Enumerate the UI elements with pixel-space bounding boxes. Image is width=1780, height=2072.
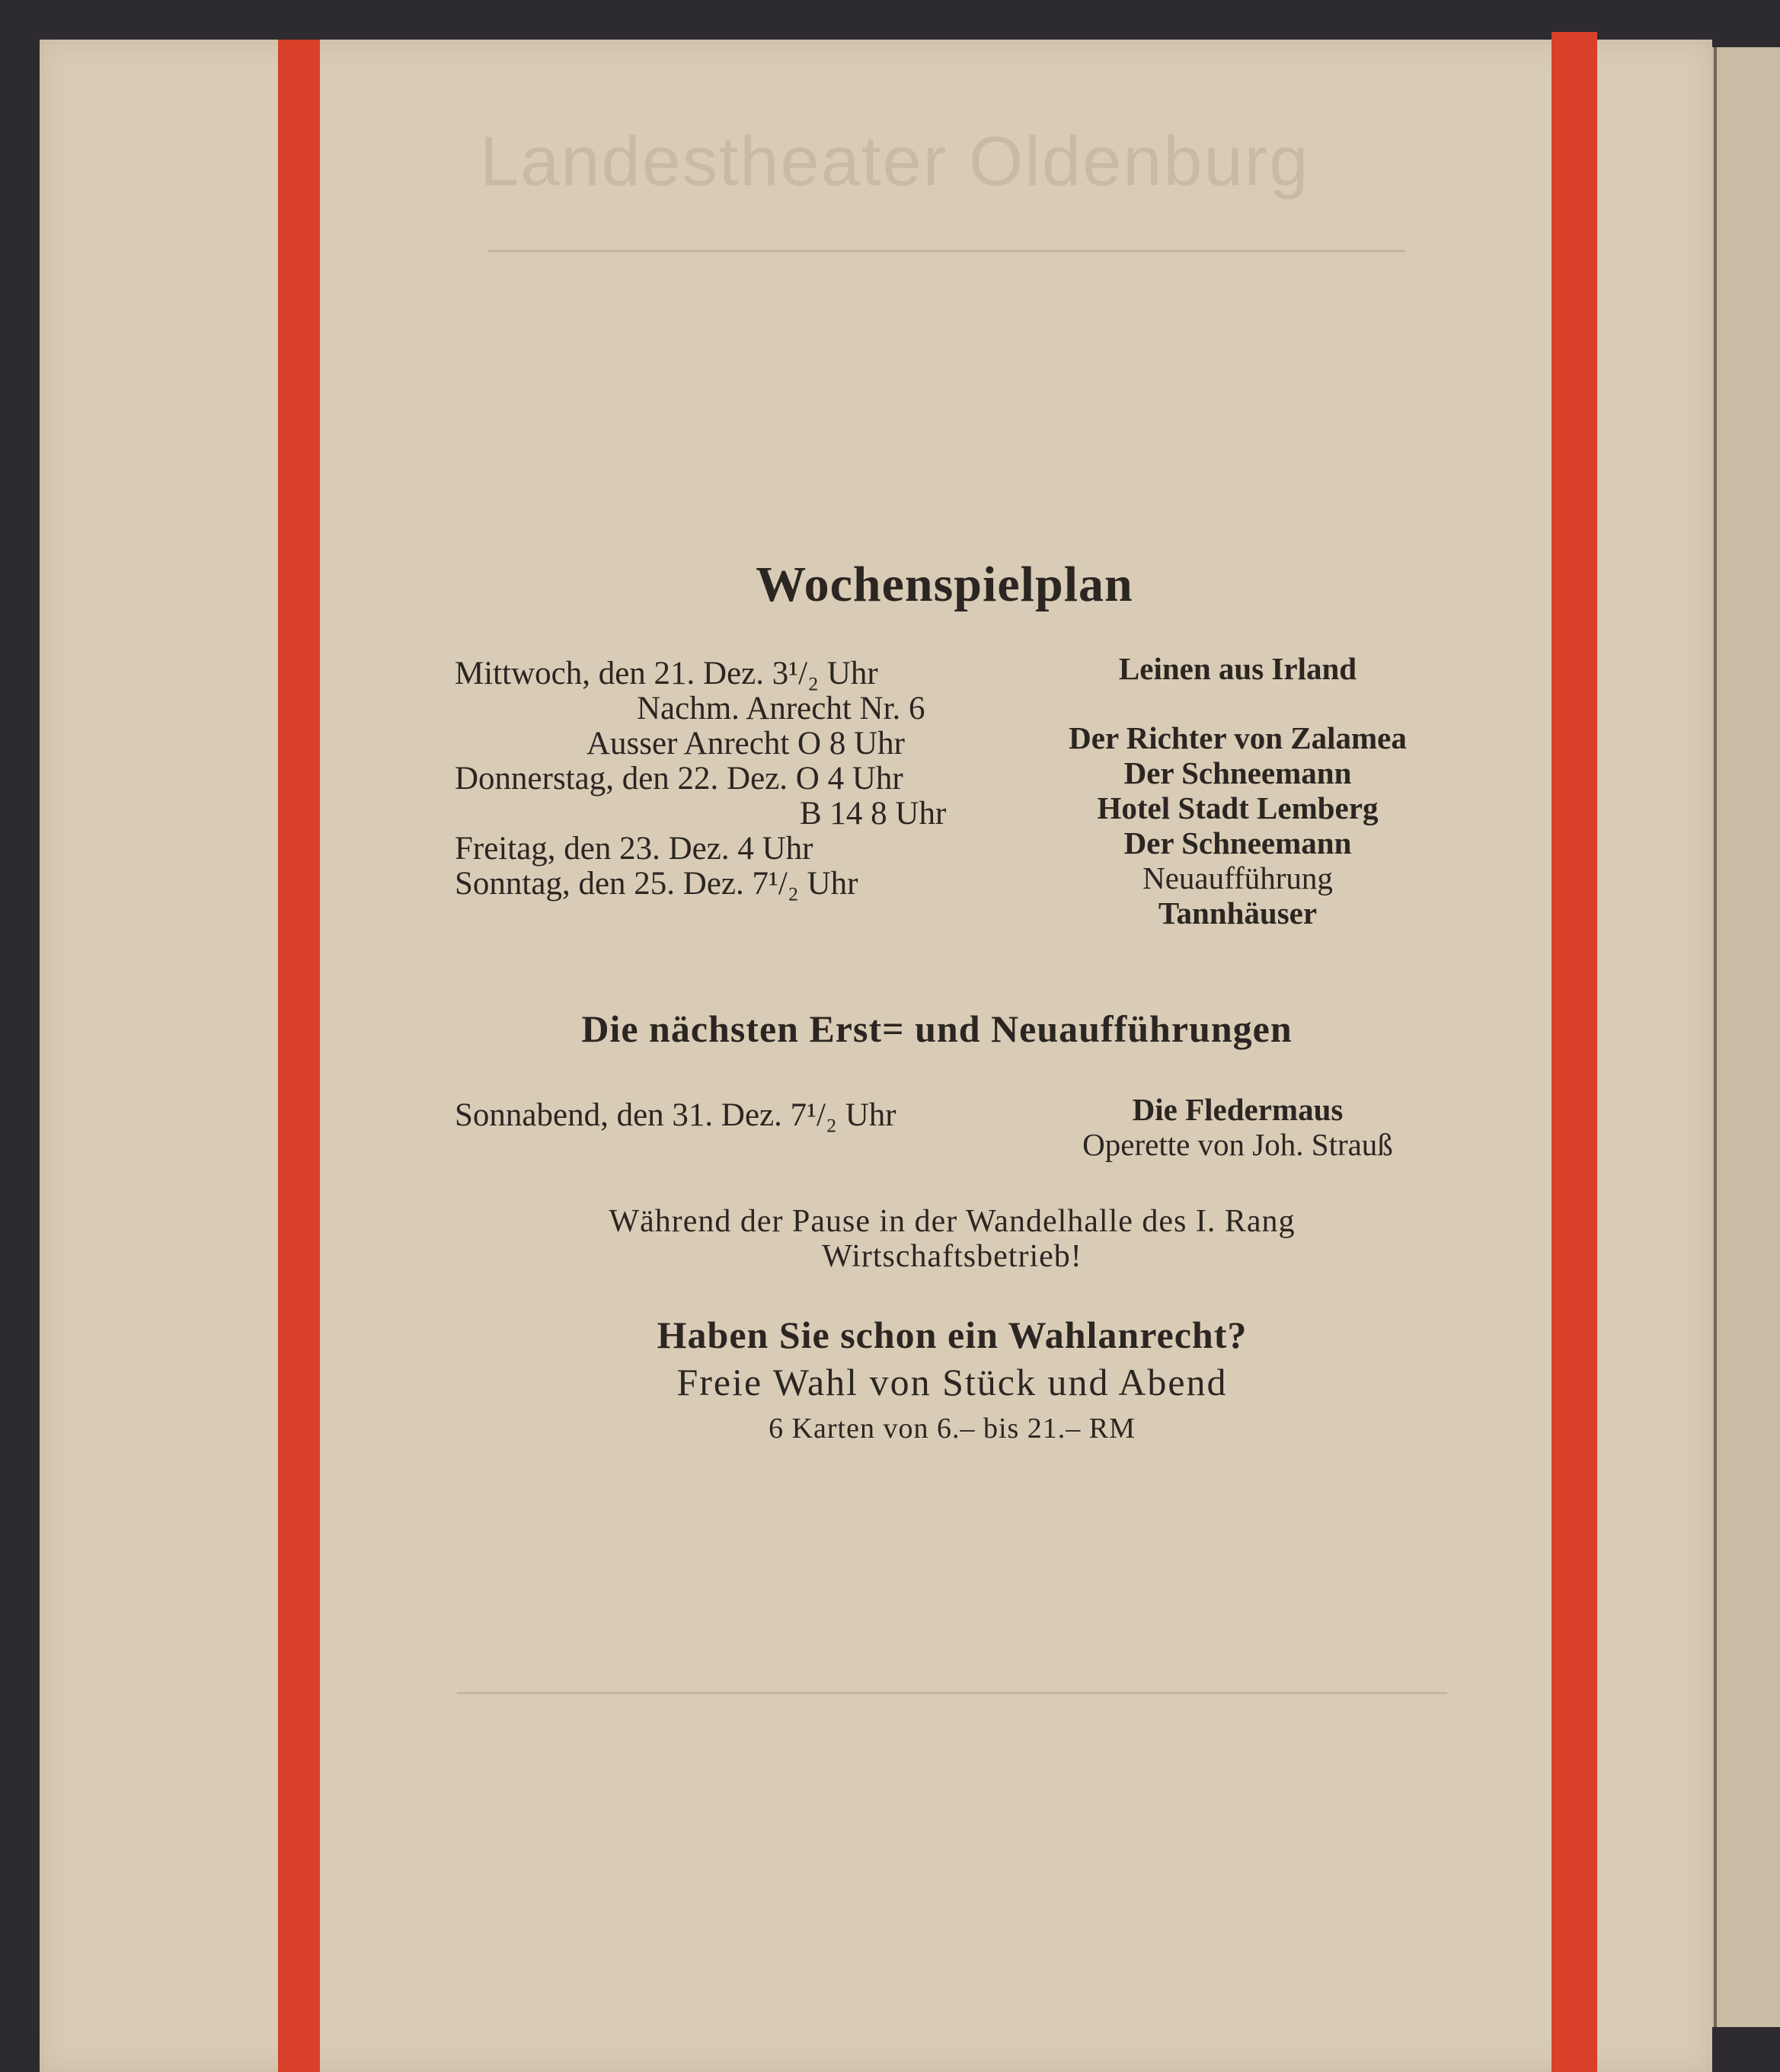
intermission-line-2: Wirtschaftsbetrieb! [822,1239,1082,1274]
promo-question: Haben Sie schon ein Wahlanrecht? [657,1314,1248,1356]
schedule-play-3: Der Richter von Zalamea [1069,720,1407,755]
schedule-date-4: Donnerstag, den 22. Dez. O 4 Uhr [455,761,903,797]
premiere-date: Sonnabend, den 31. Dez. 7¹/₂ Uhr [455,1097,896,1133]
schedule-play-8: Tannhäuser [1158,896,1318,931]
schedule-play-4: Der Schneemann [1123,755,1352,790]
schedule-date-5: B 14 8 Uhr [800,796,947,832]
bleed-through-text: Landestheater Oldenburg [480,123,1310,200]
schedule-date-2: Nachm. Anrecht Nr. 6 [637,691,925,726]
premiere-subtitle: Operette von Joh. Strauß [1082,1127,1393,1162]
schedule-play-5: Hotel Stadt Lemberg [1097,790,1379,825]
schedule-date-6: Freitag, den 23. Dez. 4 Uhr [455,831,813,867]
schedule-play-7: Neuaufführung [1142,860,1333,896]
schedule-play-6: Der Schneemann [1123,825,1352,860]
premiere-play: Die Fledermaus [1132,1092,1344,1127]
schedule-play-1: Leinen aus Irland [1118,651,1357,686]
promo-price: 6 Karten von 6.– bis 21.– RM [769,1413,1136,1445]
intermission-line-1: Während der Pause in der Wandelhalle des I. Rang [609,1204,1296,1239]
schedule-date-3: Ausser Anrecht O 8 Uhr [586,726,905,761]
weekly-schedule-title: Wochenspielplan [756,557,1133,612]
promo-choice: Freie Wahl von Stück und Abend [676,1361,1228,1403]
premieres-title: Die nächsten Erst= und Neuaufführungen [581,1007,1293,1050]
schedule-date-1: Mittwoch, den 21. Dez. 3¹/₂ Uhr [455,656,878,691]
schedule-date-7: Sonntag, den 25. Dez. 7¹/₂ Uhr [455,866,858,902]
